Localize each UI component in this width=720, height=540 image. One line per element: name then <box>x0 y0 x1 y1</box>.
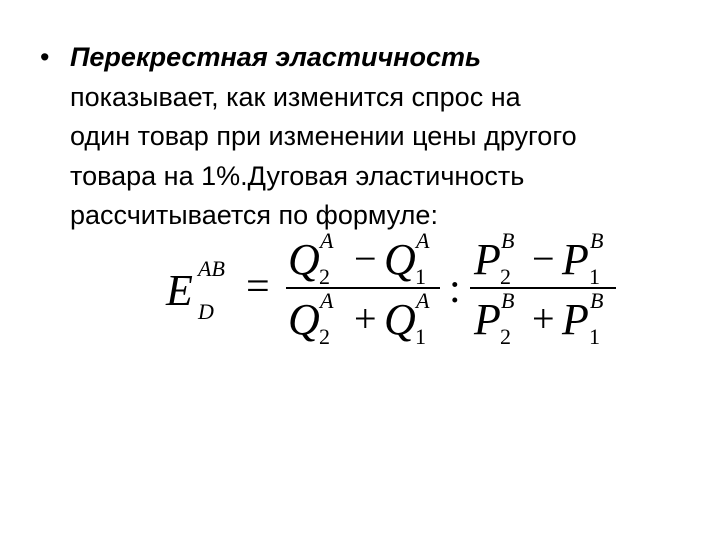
lhs-superscript: AB <box>198 256 225 281</box>
q2-subscript-denominator: 2 <box>319 324 330 349</box>
q1-subscript-numerator: 1 <box>415 264 426 289</box>
division-colon: : <box>449 266 461 312</box>
p1-subscript-denominator: 1 <box>589 324 600 349</box>
arc-elasticity-formula <box>158 222 628 362</box>
p1-letter-numerator: P <box>562 235 589 284</box>
p2-letter-denominator: P <box>474 295 501 344</box>
q1-superscript-numerator: A <box>416 228 430 253</box>
q2-superscript-numerator: A <box>320 228 334 253</box>
equals-sign: = <box>246 264 270 310</box>
term-heading: Перекрестная эластичность <box>70 42 482 72</box>
lhs-subscript: D <box>198 299 214 324</box>
plus-sign-p: + <box>532 296 555 341</box>
q2-letter-numerator: Q <box>288 235 320 284</box>
p2-subscript-denominator: 2 <box>500 324 511 349</box>
q1-subscript-denominator: 1 <box>415 324 426 349</box>
q2-subscript-numerator: 2 <box>319 264 330 289</box>
minus-sign-q: − <box>354 236 377 281</box>
p1-subscript-numerator: 1 <box>589 264 600 289</box>
q2-superscript-denominator: A <box>320 288 334 313</box>
definition-line-1: показывает, как изменится спрос на <box>70 81 521 112</box>
p1-superscript-denominator: B <box>590 288 604 313</box>
p2-superscript-numerator: B <box>501 228 515 253</box>
plus-sign-q: + <box>354 296 377 341</box>
definition-line-3: товара на 1%.Дуговая эластичность <box>70 160 525 191</box>
q2-letter-denominator: Q <box>288 295 320 344</box>
bullet-text <box>70 38 690 236</box>
q1-letter-numerator: Q <box>384 235 416 284</box>
q1-superscript-denominator: A <box>416 288 430 313</box>
p1-superscript-numerator: B <box>590 228 604 253</box>
bullet-point: • <box>40 42 50 72</box>
definition-line-2: один товар при изменении цены другого <box>70 121 577 151</box>
definition-line-4: рассчитывается по формуле: <box>70 200 438 230</box>
p1-letter-denominator: P <box>562 295 589 344</box>
p2-letter-numerator: P <box>474 235 501 284</box>
q1-letter-denominator: Q <box>384 295 416 344</box>
lhs-letter: E <box>166 266 193 315</box>
bullet-paragraph <box>40 38 690 236</box>
formula-svg <box>158 222 628 362</box>
p2-subscript-numerator: 2 <box>500 264 511 289</box>
p2-superscript-denominator: B <box>501 288 515 313</box>
minus-sign-p: − <box>532 236 555 281</box>
